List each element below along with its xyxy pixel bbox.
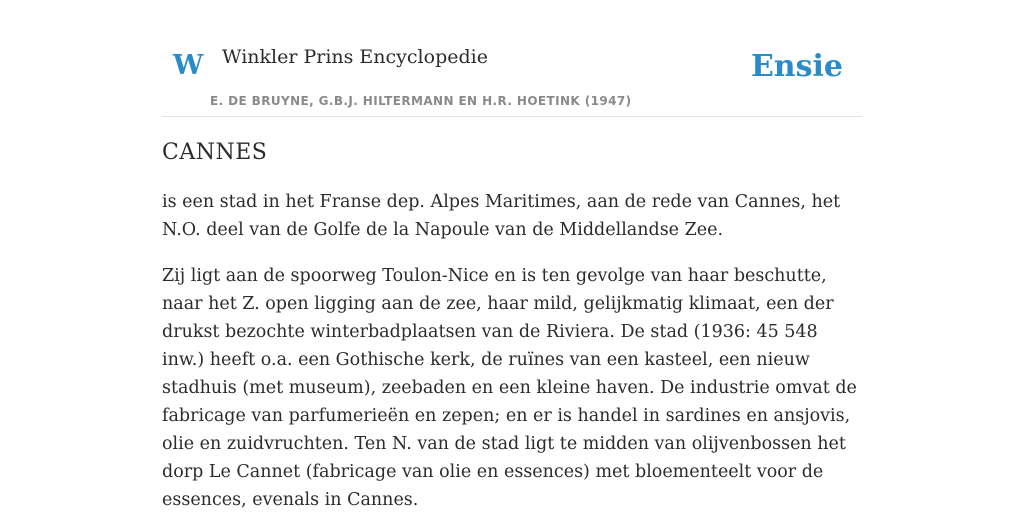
article-paragraph: Zij ligt aan de spoorweg Toulon-Nice en is ten gevolge van haar beschutte, naar het Z. open ligging aan de zee, haar mild, gelijkmatig klimaat, een der drukst bezochte winterbadplaatsen van de Riviera. De stad (1936: 45 548 inw.) heeft o.a. een Gothische kerk, de ruïnes van een kasteel, een nieuw stadhuis (met museum), zeebaden en een kleine haven. De industrie omvat de fabricage van parfumerieën en zepen; en er is handel in sardines en ansjovis, olie en zuidvruchten. Ten N. van de stad ligt te midden van olijvenbossen het dorp Le Cannet (fabricage van olie en essences) met bloementeelt voor de essences, evenals in Cannes. <box>162 266 857 511</box>
article <box>162 140 862 512</box>
publication-title[interactable]: Winkler Prins Encyclopedie <box>222 46 488 68</box>
encyclopedia-logo[interactable]: W <box>173 50 204 81</box>
article-paragraph: is een stad in het Franse dep. Alpes Maritimes, aan de rede van Cannes, het N.O. deel van de Golfe de la Napoule van de Middellandse Zee. <box>162 192 841 241</box>
header <box>162 0 862 117</box>
publication-authors: E. DE BRUYNE, G.B.J. HILTERMANN EN H.R. HOETINK (1947) <box>210 94 632 108</box>
ensie-brand-logo[interactable]: Ensie <box>750 49 843 84</box>
article-title: CANNES <box>162 140 268 165</box>
